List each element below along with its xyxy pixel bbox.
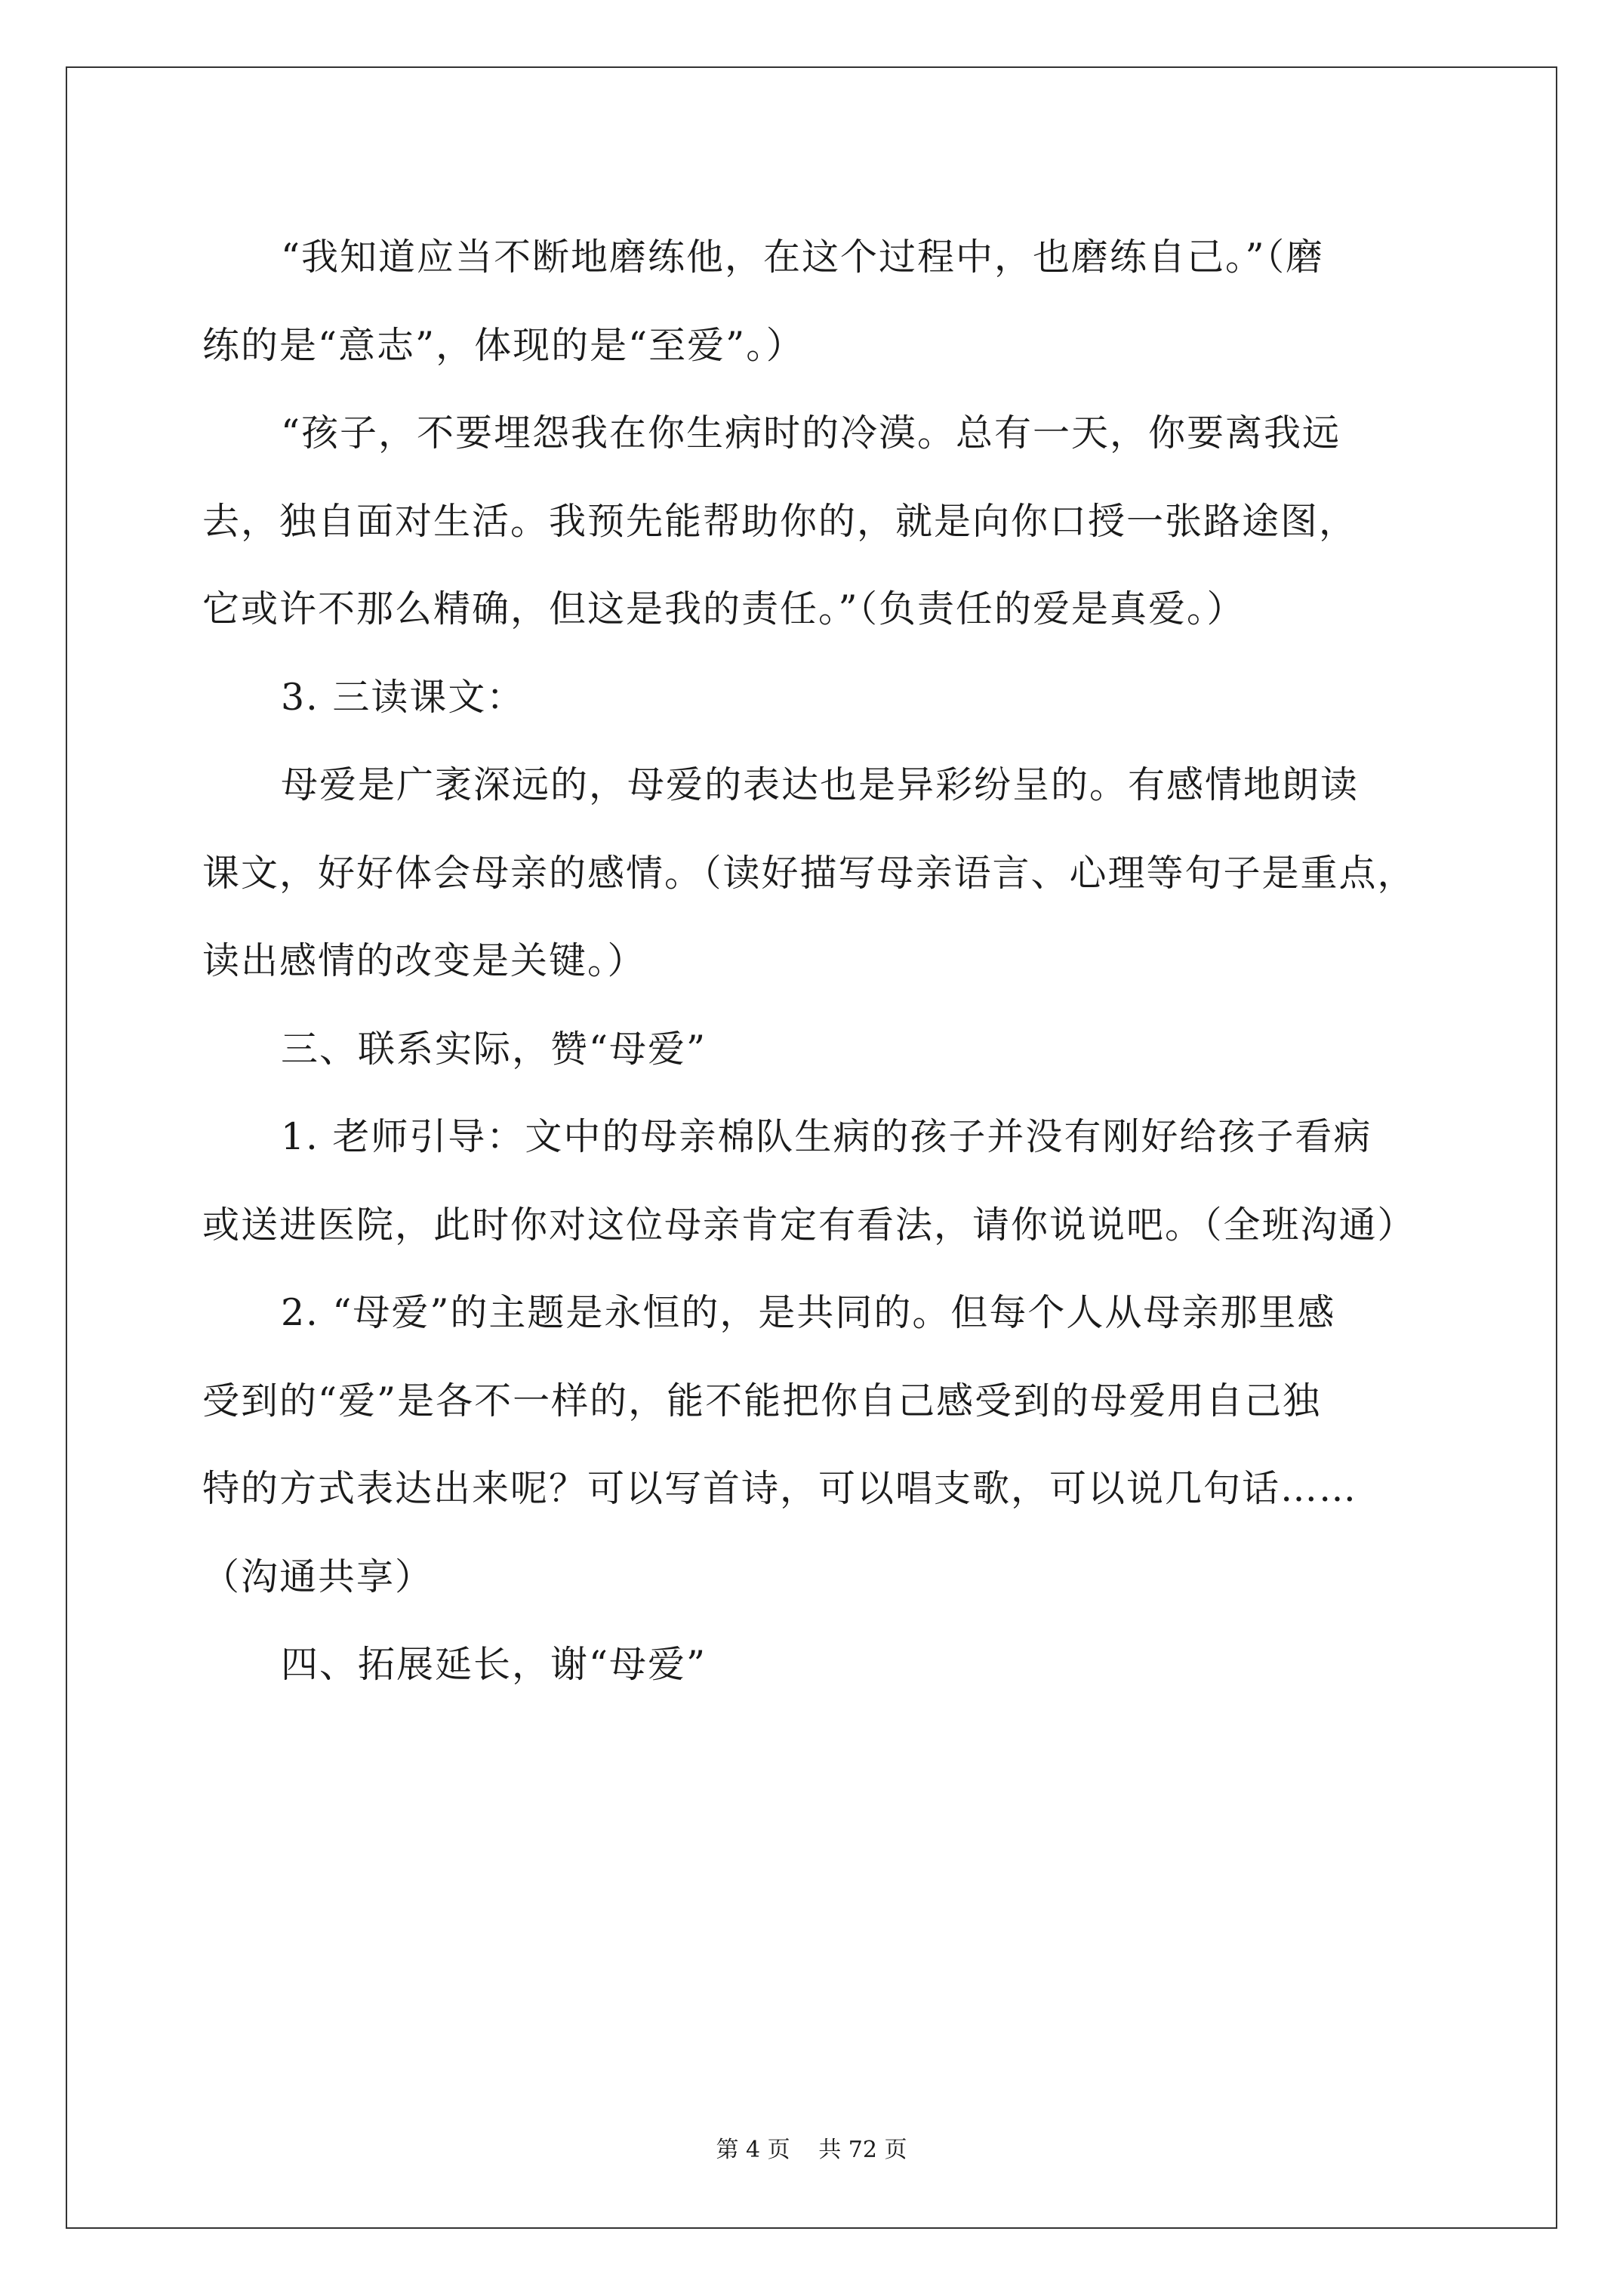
- paragraph-line: 课文，好好体会母亲的感情。（读好描写母亲语言、心理等句子是重点，: [202, 851, 1416, 895]
- paragraph-line: （沟通共享）: [202, 1555, 434, 1598]
- document-body: [202, 214, 1425, 1709]
- paragraph-line: 母爱是广袤深远的，母爱的表达也是异彩纷呈的。有感情地朗读: [281, 763, 1360, 806]
- paragraph-line: 读出感情的改变是关键。）: [202, 939, 646, 982]
- paragraph-line: “孩子，不要埋怨我在你生病时的冷漠。总有一天，你要离我远: [281, 411, 1341, 455]
- paragraph-line: 2. “母爱”的主题是永恒的，是共同的。但每个人从母亲那里感: [281, 1291, 1336, 1334]
- paragraph-line: 或送进医院，此时你对这位母亲肯定有看法，请你说说吧。（全班沟通）: [202, 1203, 1416, 1247]
- step-heading: 3. 三读课文：: [281, 675, 525, 719]
- paragraph-line: 特的方式表达出来呢？可以写首诗，可以唱支歌，可以说几句话……: [202, 1467, 1358, 1510]
- paragraph-line: 1. 老师引导：文中的母亲棉队生病的孩子并没有刚好给孩子看病: [281, 1115, 1372, 1158]
- paragraph-line: 去，独自面对生活。我预先能帮助你的，就是向你口授一张路途图，: [202, 499, 1358, 543]
- paragraph-line: 它或许不那么精确，但这是我的责任。”（负责任的爱是真爱。）: [202, 587, 1246, 630]
- page-number-current: 第 4 页: [716, 2137, 790, 2163]
- paragraph-line: “我知道应当不断地磨练他，在这个过程中，也磨练自己。”（磨: [281, 236, 1325, 279]
- section-heading: 四、拓展延长，谢“母爱”: [281, 1643, 707, 1686]
- paragraph-line: 受到的“爱”是各不一样的，能不能把你自己感受到的母爱用自己独: [202, 1379, 1322, 1422]
- page-footer: [0, 2131, 1623, 2164]
- paragraph-line: 练的是“意志”，体现的是“至爱”。）: [202, 323, 805, 367]
- section-heading: 三、联系实际，赞“母爱”: [281, 1027, 707, 1071]
- page-number-total: 共 72 页: [818, 2137, 907, 2163]
